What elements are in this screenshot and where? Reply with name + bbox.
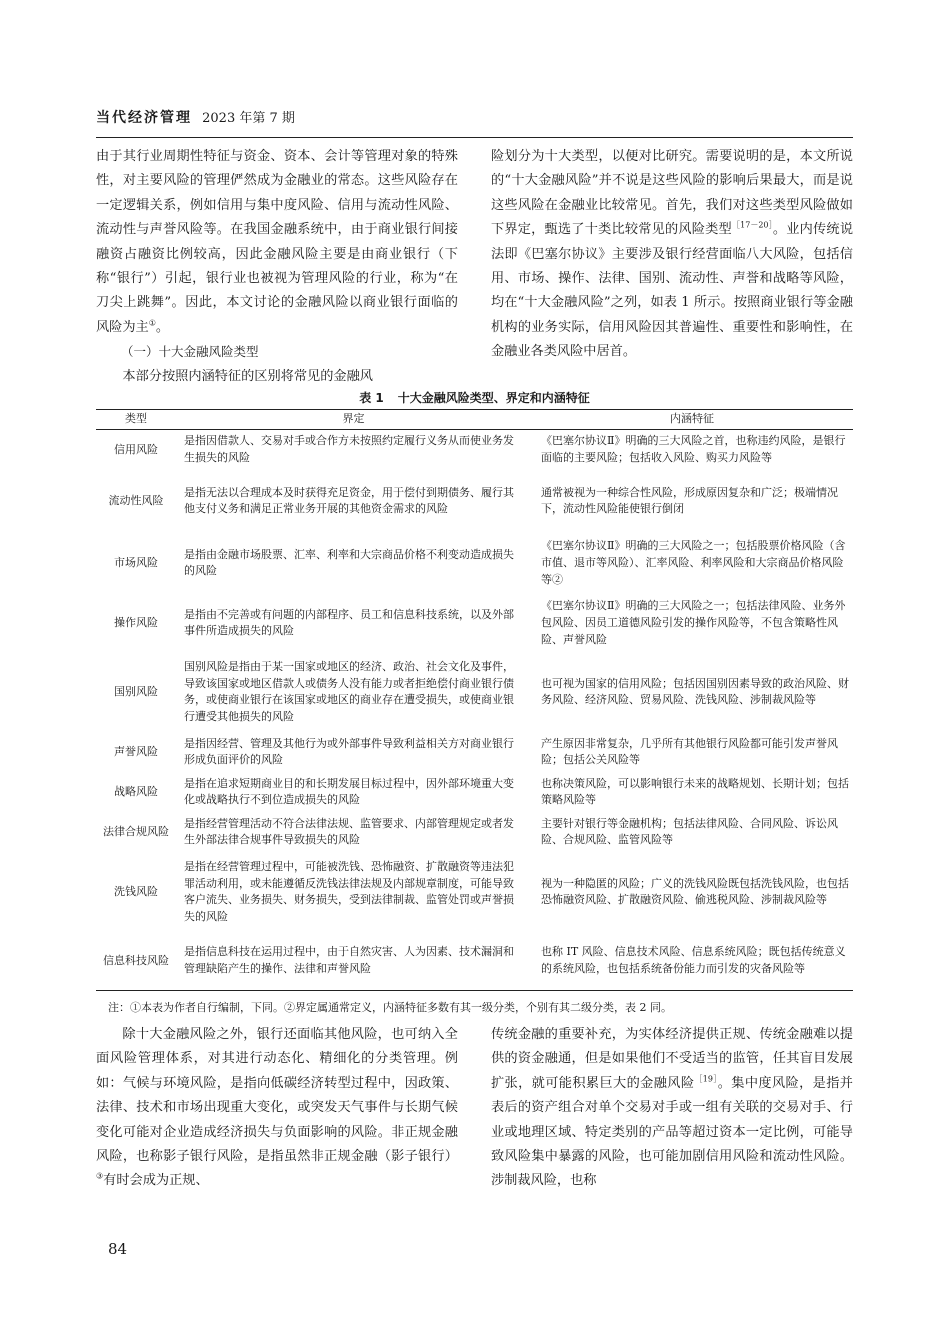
table-row — [96, 732, 853, 772]
table-row — [96, 594, 853, 652]
cell-definition: 是指经营管理活动不符合法律法规、监管要求、内部管理规定或者发生外部法律合规事件导致损失的风险 — [184, 816, 514, 847]
citation-ref: ［19］ — [694, 1074, 718, 1084]
paragraph-text-end: 。 — [155, 319, 170, 335]
cell-features: 产生原因非常复杂，几乎所有其他银行风险都可能引发声誉风险；包括公关风险等 — [541, 736, 838, 767]
table-number: 表 1 — [359, 391, 384, 405]
bottom-left-column — [96, 1023, 458, 1194]
footnote-ref: ③ — [96, 1172, 104, 1182]
table-header-row — [96, 410, 853, 430]
top-left-column — [96, 145, 458, 389]
cell-type: 声誉风险 — [114, 744, 158, 758]
cell-features: 主要针对银行等金融机构；包括法律风险、合同风险、诉讼风险、合规风险、监管风险等 — [541, 816, 838, 847]
cell-definition: 是指由金融市场股票、汇率、利率和大宗商品价格不利变动造成损失的风险 — [184, 547, 514, 578]
paragraph-text: 由于其行业周期性特征与资金、资本、会计等管理对象的特殊性，对主要风险的管理俨然成为金融业的常态。这些风险存在一定逻辑关系，例如信用与集中度风险、信用与流动性风险、流动性与声誉风险等。在我国金融系统中，由于商业银行间接融资占融资比例较高，因此金融风险主要是由商业银行（下称“银行”）引起，银行业也被视为管理风险的行业，称为“在刀尖上跳舞”。因此，本文讨论的金融风险以商业银行面临的风险为主 — [96, 149, 458, 335]
cell-features: 也称 IT 风险、信息技术风险、信息系统风险；既包括传统意义的系统风险，也包括系统备份能力而引发的灾备风险等 — [531, 932, 853, 990]
cell-features: 《巴塞尔协议Ⅱ》明确的三大风险之一；包括法律风险、业务外包风险、因员工道德风险引发的操作风险等，不包含策略性风险、声誉风险 — [541, 599, 846, 646]
paragraph-text: 传统金融的重要补充，为实体经济提供正规、传统金融难以提供的资金融通，但是如果他们不受适当的监管，任其盲目发展扩张，就可能积累巨大的金融风险 — [491, 1027, 853, 1091]
cell-definition: 是指在追求短期商业目的和长期发展目标过程中，因外部环境重大变化或战略执行不到位造成损失的风险 — [184, 776, 514, 807]
top-left-paragraph-2: 本部分按照内涵特征的区别将常见的金融风 — [122, 368, 373, 384]
cell-features: 也称决策风险，可以影响银行未来的战略规划、长期计划；包括策略风险等 — [541, 776, 849, 807]
top-right-paragraph — [491, 145, 853, 365]
cell-definition: 是指因借款人、交易对手或合作方未按照约定履行义务从而使业务发生损失的风险 — [184, 434, 514, 465]
section-heading: （一）十大金融风险类型 — [121, 344, 259, 360]
cell-features: 《巴塞尔协议Ⅱ》明确的三大风险之首，也称违约风险，是银行面临的主要风险；包括收入风险、购买力风险等 — [541, 434, 846, 465]
paragraph-text-cont: 有时会成为正规、 — [103, 1173, 209, 1189]
cell-type: 信用风险 — [114, 442, 158, 456]
issue-label: 2023 年第 7 期 — [202, 111, 295, 126]
table-title: 十大金融风险类型、界定和内涵特征 — [397, 391, 590, 405]
bottom-left-paragraph — [96, 1023, 458, 1194]
paragraph-text-cont: 。集中度风险，是指并表后的资产组合对单个交易对手或一组有关联的交易对手、行业或地理区域、特定类别的产品等超过资本一定比例，可能导致风险集中暴露的风险，也可能加剧信用风险和流动性风险。涉制裁风险，也称 — [491, 1075, 853, 1189]
table-row — [96, 852, 853, 932]
table-note: 注：①本表为作者自行编制，下同。②界定属通常定义，内涵特征多数有其一级分类，个别有其二级分类，表 2 同。 — [108, 1001, 672, 1014]
risk-table — [96, 409, 853, 991]
cell-type: 信息科技风险 — [96, 932, 176, 990]
page-number: 84 — [108, 1240, 128, 1258]
journal-title: 当代经济管理 — [96, 110, 192, 126]
header-definition: 界定 — [176, 410, 531, 430]
cell-definition: 国别风险是指由于某一国家或地区的经济、政治、社会文化及事件，导致该国家或地区借款人或债务人没有能力或者拒绝偿付商业银行债务，或使商业银行在该国家或地区的商业存在遭受损失，或使商业银行遭受其他损失的风险 — [184, 659, 514, 724]
cell-type: 洗钱风险 — [114, 884, 158, 898]
cell-features: 视为一种隐匿的风险；广义的洗钱风险既包括洗钱风险，也包括恐怖融资风险、扩散融资风险、偷逃税风险、涉制裁风险等 — [541, 876, 849, 907]
cell-type: 战略风险 — [114, 784, 158, 798]
cell-type: 法律合规风险 — [103, 824, 169, 838]
paragraph-text: 险划分为十大类型，以便对比研究。需要说明的是，本文所说的“十大金融风险”并不说是这些风险的影响后果最大，而是说这些风险在金融业比较常见。首先，我们对这些类型风险做如下界定，甄选了十类比较常见的风险类型 — [491, 149, 853, 238]
page-header — [96, 108, 853, 138]
citation-ref: ［17－20］ — [731, 220, 773, 230]
cell-features: 通常被视为一种综合性风险，形成原因复杂和广泛；极端情况下，流动性风险能使银行倒闭 — [541, 485, 838, 516]
table-row — [96, 932, 853, 990]
cell-type: 市场风险 — [114, 555, 158, 569]
cell-definition: 是指信息科技在运用过程中，由于自然灾害、人为因素、技术漏洞和管理缺陷产生的操作、法律和声誉风险 — [176, 932, 531, 990]
cell-definition: 是指无法以合理成本及时获得充足资金，用于偿付到期债务、履行其他支付义务和满足正常业务开展的其他资金需求的风险 — [184, 485, 514, 516]
cell-definition: 是指由不完善或有问题的内部程序、员工和信息科技系统，以及外部事件所造成损失的风险 — [184, 607, 514, 638]
table-row — [96, 429, 853, 470]
table-row — [96, 812, 853, 852]
footnote-ref: ① — [148, 318, 156, 328]
bottom-right-column — [491, 1023, 853, 1194]
top-right-column — [491, 145, 853, 365]
table-row — [96, 470, 853, 532]
header-features: 内涵特征 — [531, 410, 853, 430]
paragraph-text: 除十大金融风险之外，银行还面临其他风险，也可纳入全面风险管理体系，对其进行动态化、精细化的分类管理。例如：气候与环境风险，是指向低碳经济转型过程中，因政策、法律、技术和市场出现重大变化，或突发天气事件与长期气候变化可能对企业造成经济损失与负面影响的风险。非正规金融风险，也称影子银行风险，是指虽然非正规金融（影子银行） — [96, 1027, 458, 1165]
table-row — [96, 772, 853, 812]
cell-type: 操作风险 — [114, 615, 158, 629]
cell-features: 《巴塞尔协议Ⅱ》明确的三大风险之一；包括股票价格风险（含市值、退市等风险）、汇率风险、利率风险和大宗商品价格风险等② — [541, 539, 846, 586]
cell-type: 流动性风险 — [108, 493, 164, 507]
header-type: 类型 — [96, 410, 176, 430]
top-left-paragraph — [96, 145, 458, 340]
table-row — [96, 532, 853, 594]
bottom-right-paragraph — [491, 1023, 853, 1194]
cell-type: 国别风险 — [114, 684, 158, 698]
table-caption — [96, 389, 853, 406]
paragraph-text-cont: 。业内传统说法即《巴塞尔协议》主要涉及银行经营面临八大风险，包括信用、市场、操作、法律、国别、流动性、声誉和战略等风险，均在“十大金融风险”之列，如表 1 所示。按照商业银行等金融机构的业务实际，信用风险因其普遍性、重要性和影响性，在金融业各类风险中居首。 — [491, 222, 854, 360]
table-row — [96, 652, 853, 732]
cell-definition: 是指在经营管理过程中，可能被洗钱、恐怖融资、扩散融资等违法犯罪活动利用，或未能遵循反洗钱法律法规及内部规章制度，可能导致客户流失、业务损失、财务损失，受到法律制裁、监管处罚或声誉损失的风险 — [184, 859, 514, 924]
cell-features: 也可视为国家的信用风险；包括因国别因素导致的政治风险、财务风险、经济风险、贸易风险、洗钱风险、涉制裁风险等 — [541, 676, 849, 707]
cell-definition: 是指因经营、管理及其他行为或外部事件导致利益相关方对商业银行形成负面评价的风险 — [184, 736, 514, 767]
